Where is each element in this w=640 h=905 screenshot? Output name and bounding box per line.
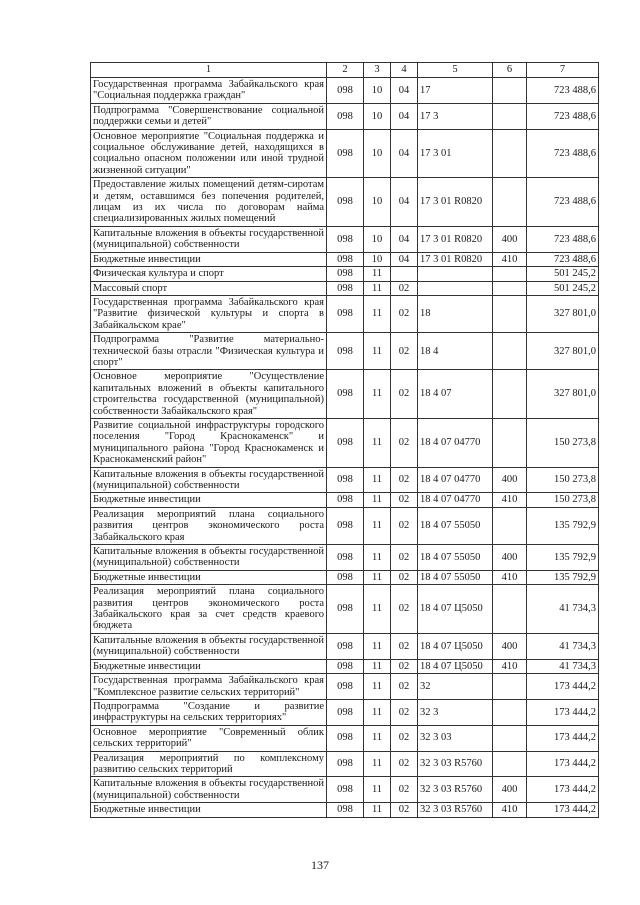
admin-code-cell: 098 (327, 267, 364, 281)
section-cell: 11 (364, 281, 391, 295)
admin-code-cell: 098 (327, 633, 364, 659)
section-cell: 10 (364, 252, 391, 266)
section-cell: 10 (364, 103, 391, 129)
target-article-cell: 18 4 07 55050 (418, 545, 493, 571)
table-row (91, 507, 599, 544)
row-name-cell: Капитальные вложения в объекты государственной (муниципальной) собственности (91, 467, 327, 493)
table-row (91, 467, 599, 493)
admin-code-cell: 098 (327, 493, 364, 507)
table-row (91, 777, 599, 803)
row-name-cell: Государственная программа Забайкальского края "Социальная поддержка граждан" (91, 78, 327, 104)
section-cell: 11 (364, 493, 391, 507)
row-name-cell: Реализация мероприятий по комплексному развитию сельских территорий (91, 751, 327, 777)
subsection-cell: 02 (391, 570, 418, 584)
table-row (91, 751, 599, 777)
row-name-cell: Капитальные вложения в объекты государственной (муниципальной) собственности (91, 545, 327, 571)
admin-code-cell: 098 (327, 333, 364, 370)
admin-code-cell: 098 (327, 777, 364, 803)
row-name-cell: Подпрограмма "Создание и развитие инфраструктуры на сельских территориях" (91, 699, 327, 725)
expense-type-cell (493, 699, 527, 725)
expense-type-cell: 410 (493, 659, 527, 673)
page-number: 137 (311, 858, 329, 872)
amount-cell: 501 245,2 (527, 281, 599, 295)
section-cell: 11 (364, 633, 391, 659)
expense-type-cell (493, 674, 527, 700)
section-cell: 10 (364, 78, 391, 104)
row-name-cell: Капитальные вложения в объекты государственной (муниципальной) собственности (91, 633, 327, 659)
expense-type-cell (493, 78, 527, 104)
admin-code-cell: 098 (327, 699, 364, 725)
amount-cell: 723 488,6 (527, 252, 599, 266)
expense-type-cell: 400 (493, 467, 527, 493)
expense-type-cell (493, 507, 527, 544)
admin-code-cell: 098 (327, 507, 364, 544)
section-cell: 11 (364, 725, 391, 751)
amount-cell: 723 488,6 (527, 103, 599, 129)
section-cell: 10 (364, 129, 391, 178)
target-article-cell: 18 4 07 04770 (418, 418, 493, 467)
target-article-cell: 18 4 07 (418, 370, 493, 419)
target-article-cell: 18 4 07 Ц5050 (418, 633, 493, 659)
subsection-cell: 02 (391, 545, 418, 571)
target-article-cell (418, 267, 493, 281)
table-row (91, 267, 599, 281)
row-name-cell: Государственная программа Забайкальского края "Развитие физической культуры и спорта в Забайкальском крае" (91, 295, 327, 332)
row-name-cell: Подпрограмма "Совершенствование социальной поддержки семьи и детей" (91, 103, 327, 129)
table-row (91, 585, 599, 634)
table-row (91, 226, 599, 252)
expense-type-cell: 410 (493, 803, 527, 817)
expense-type-cell: 410 (493, 493, 527, 507)
row-name-cell: Основное мероприятие "Современный облик сельских территорий" (91, 725, 327, 751)
target-article-cell: 18 4 07 04770 (418, 467, 493, 493)
expense-type-cell (493, 129, 527, 178)
expense-type-cell (493, 178, 527, 227)
subsection-cell: 04 (391, 129, 418, 178)
subsection-cell: 02 (391, 674, 418, 700)
section-cell: 11 (364, 467, 391, 493)
section-cell: 11 (364, 370, 391, 419)
target-article-cell: 17 3 (418, 103, 493, 129)
subsection-cell: 02 (391, 493, 418, 507)
target-article-cell: 18 4 07 55050 (418, 570, 493, 584)
amount-cell: 327 801,0 (527, 370, 599, 419)
header-cell: 4 (391, 63, 418, 78)
table-row (91, 103, 599, 129)
admin-code-cell: 098 (327, 674, 364, 700)
amount-cell: 327 801,0 (527, 333, 599, 370)
section-cell: 10 (364, 178, 391, 227)
target-article-cell: 18 4 07 Ц5050 (418, 585, 493, 634)
target-article-cell: 17 (418, 78, 493, 104)
amount-cell: 327 801,0 (527, 295, 599, 332)
section-cell: 10 (364, 226, 391, 252)
subsection-cell: 04 (391, 103, 418, 129)
admin-code-cell: 098 (327, 803, 364, 817)
admin-code-cell: 098 (327, 467, 364, 493)
row-name-cell: Государственная программа Забайкальского края "Комплексное развитие сельских территорий" (91, 674, 327, 700)
section-cell: 11 (364, 585, 391, 634)
target-article-cell: 32 3 03 R5760 (418, 751, 493, 777)
table-row (91, 725, 599, 751)
table-row (91, 659, 599, 673)
row-name-cell: Бюджетные инвестиции (91, 570, 327, 584)
expense-type-cell (493, 333, 527, 370)
header-cell: 7 (527, 63, 599, 78)
row-name-cell: Бюджетные инвестиции (91, 803, 327, 817)
amount-cell: 135 792,9 (527, 507, 599, 544)
subsection-cell: 04 (391, 226, 418, 252)
target-article-cell: 17 3 01 R0820 (418, 252, 493, 266)
subsection-cell: 02 (391, 281, 418, 295)
row-name-cell: Основное мероприятие "Осуществление капитальных вложений в объекты капитального строительства государственной (муниципальной) собственности Забайкальского края" (91, 370, 327, 419)
amount-cell: 41 734,3 (527, 633, 599, 659)
subsection-cell: 02 (391, 777, 418, 803)
amount-cell: 41 734,3 (527, 659, 599, 673)
header-row (91, 63, 599, 78)
target-article-cell: 17 3 01 R0820 (418, 226, 493, 252)
target-article-cell: 32 3 (418, 699, 493, 725)
expense-type-cell (493, 751, 527, 777)
target-article-cell: 18 4 (418, 333, 493, 370)
admin-code-cell: 098 (327, 585, 364, 634)
section-cell: 11 (364, 267, 391, 281)
admin-code-cell: 098 (327, 725, 364, 751)
subsection-cell: 02 (391, 370, 418, 419)
table-row (91, 252, 599, 266)
amount-cell: 173 444,2 (527, 803, 599, 817)
amount-cell: 723 488,6 (527, 178, 599, 227)
row-name-cell: Бюджетные инвестиции (91, 493, 327, 507)
section-cell: 11 (364, 418, 391, 467)
section-cell: 11 (364, 333, 391, 370)
admin-code-cell: 098 (327, 370, 364, 419)
section-cell: 11 (364, 699, 391, 725)
admin-code-cell: 098 (327, 281, 364, 295)
expense-type-cell (493, 725, 527, 751)
target-article-cell: 17 3 01 (418, 129, 493, 178)
header-cell: 2 (327, 63, 364, 78)
subsection-cell: 02 (391, 418, 418, 467)
table-row (91, 674, 599, 700)
admin-code-cell: 098 (327, 178, 364, 227)
amount-cell: 135 792,9 (527, 545, 599, 571)
target-article-cell: 32 3 03 (418, 725, 493, 751)
amount-cell: 41 734,3 (527, 585, 599, 634)
section-cell: 11 (364, 751, 391, 777)
amount-cell: 150 273,8 (527, 418, 599, 467)
target-article-cell: 18 4 07 55050 (418, 507, 493, 544)
row-name-cell: Бюджетные инвестиции (91, 252, 327, 266)
row-name-cell: Капитальные вложения в объекты государственной (муниципальной) собственности (91, 777, 327, 803)
amount-cell: 173 444,2 (527, 699, 599, 725)
subsection-cell: 04 (391, 178, 418, 227)
admin-code-cell: 098 (327, 418, 364, 467)
subsection-cell (391, 267, 418, 281)
admin-code-cell: 098 (327, 78, 364, 104)
admin-code-cell: 098 (327, 252, 364, 266)
section-cell: 11 (364, 777, 391, 803)
admin-code-cell: 098 (327, 570, 364, 584)
target-article-cell: 17 3 01 R0820 (418, 178, 493, 227)
admin-code-cell: 098 (327, 545, 364, 571)
target-article-cell: 32 3 03 R5760 (418, 777, 493, 803)
expense-type-cell: 400 (493, 633, 527, 659)
amount-cell: 150 273,8 (527, 493, 599, 507)
row-name-cell: Реализация мероприятий плана социального развития центров экономического роста Забайкальского края (91, 507, 327, 544)
subsection-cell: 02 (391, 585, 418, 634)
table-row (91, 370, 599, 419)
subsection-cell: 02 (391, 295, 418, 332)
admin-code-cell: 098 (327, 295, 364, 332)
table-row (91, 633, 599, 659)
subsection-cell: 02 (391, 333, 418, 370)
table-row (91, 493, 599, 507)
amount-cell: 723 488,6 (527, 226, 599, 252)
section-cell: 11 (364, 674, 391, 700)
subsection-cell: 02 (391, 803, 418, 817)
admin-code-cell: 098 (327, 659, 364, 673)
table-row (91, 78, 599, 104)
amount-cell: 173 444,2 (527, 777, 599, 803)
amount-cell: 173 444,2 (527, 751, 599, 777)
table-row (91, 281, 599, 295)
subsection-cell: 02 (391, 659, 418, 673)
expense-type-cell (493, 295, 527, 332)
expense-type-cell (493, 267, 527, 281)
subsection-cell: 04 (391, 78, 418, 104)
expense-type-cell (493, 103, 527, 129)
expense-type-cell: 400 (493, 777, 527, 803)
subsection-cell: 02 (391, 725, 418, 751)
subsection-cell: 04 (391, 252, 418, 266)
subsection-cell: 02 (391, 751, 418, 777)
section-cell: 11 (364, 803, 391, 817)
row-name-cell: Капитальные вложения в объекты государственной (муниципальной) собственности (91, 226, 327, 252)
target-article-cell: 32 3 03 R5760 (418, 803, 493, 817)
expense-type-cell: 400 (493, 226, 527, 252)
budget-table-container (90, 62, 598, 818)
table-row (91, 570, 599, 584)
header-cell: 1 (91, 63, 327, 78)
table-row (91, 545, 599, 571)
header-cell: 3 (364, 63, 391, 78)
amount-cell: 173 444,2 (527, 725, 599, 751)
target-article-cell (418, 281, 493, 295)
header-cell: 5 (418, 63, 493, 78)
expense-type-cell: 410 (493, 252, 527, 266)
table-row (91, 803, 599, 817)
amount-cell: 723 488,6 (527, 129, 599, 178)
section-cell: 11 (364, 545, 391, 571)
target-article-cell: 32 (418, 674, 493, 700)
expense-type-cell (493, 418, 527, 467)
table-row (91, 418, 599, 467)
row-name-cell: Основное мероприятие "Социальная поддержка и социальное обслуживание детей, находящихся в социально опасном положении или иной трудной жизненной ситуации" (91, 129, 327, 178)
admin-code-cell: 098 (327, 751, 364, 777)
section-cell: 11 (364, 570, 391, 584)
target-article-cell: 18 4 07 Ц5050 (418, 659, 493, 673)
table-body (91, 78, 599, 818)
section-cell: 11 (364, 659, 391, 673)
table-row (91, 129, 599, 178)
amount-cell: 173 444,2 (527, 674, 599, 700)
admin-code-cell: 098 (327, 129, 364, 178)
row-name-cell: Бюджетные инвестиции (91, 659, 327, 673)
amount-cell: 135 792,9 (527, 570, 599, 584)
expense-type-cell (493, 281, 527, 295)
table-row (91, 699, 599, 725)
expense-type-cell: 410 (493, 570, 527, 584)
expense-type-cell (493, 585, 527, 634)
admin-code-cell: 098 (327, 226, 364, 252)
expense-type-cell (493, 370, 527, 419)
table-row (91, 178, 599, 227)
target-article-cell: 18 (418, 295, 493, 332)
subsection-cell: 02 (391, 699, 418, 725)
row-name-cell: Предоставление жилых помещений детям-сиротам и детям, оставшимся без попечения родителей, лицам из их числа по договорам найма специализированных жилых помещений (91, 178, 327, 227)
row-name-cell: Физическая культура и спорт (91, 267, 327, 281)
budget-table (90, 62, 599, 818)
subsection-cell: 02 (391, 467, 418, 493)
target-article-cell: 18 4 07 04770 (418, 493, 493, 507)
admin-code-cell: 098 (327, 103, 364, 129)
table-row (91, 295, 599, 332)
header-cell: 6 (493, 63, 527, 78)
amount-cell: 150 273,8 (527, 467, 599, 493)
expense-type-cell: 400 (493, 545, 527, 571)
subsection-cell: 02 (391, 507, 418, 544)
row-name-cell: Подпрограмма "Развитие материально-технической базы отрасли "Физическая культура и спорт" (91, 333, 327, 370)
amount-cell: 723 488,6 (527, 78, 599, 104)
section-cell: 11 (364, 507, 391, 544)
table-row (91, 333, 599, 370)
row-name-cell: Развитие социальной инфраструктуры городского поселения "Город Краснокаменск" и муниципального района "Город Краснокаменск и Краснокаменский район" (91, 418, 327, 467)
amount-cell: 501 245,2 (527, 267, 599, 281)
section-cell: 11 (364, 295, 391, 332)
row-name-cell: Массовый спорт (91, 281, 327, 295)
subsection-cell: 02 (391, 633, 418, 659)
row-name-cell: Реализация мероприятий плана социального развития центров экономического роста Забайкальского края за счет средств краевого бюджета (91, 585, 327, 634)
